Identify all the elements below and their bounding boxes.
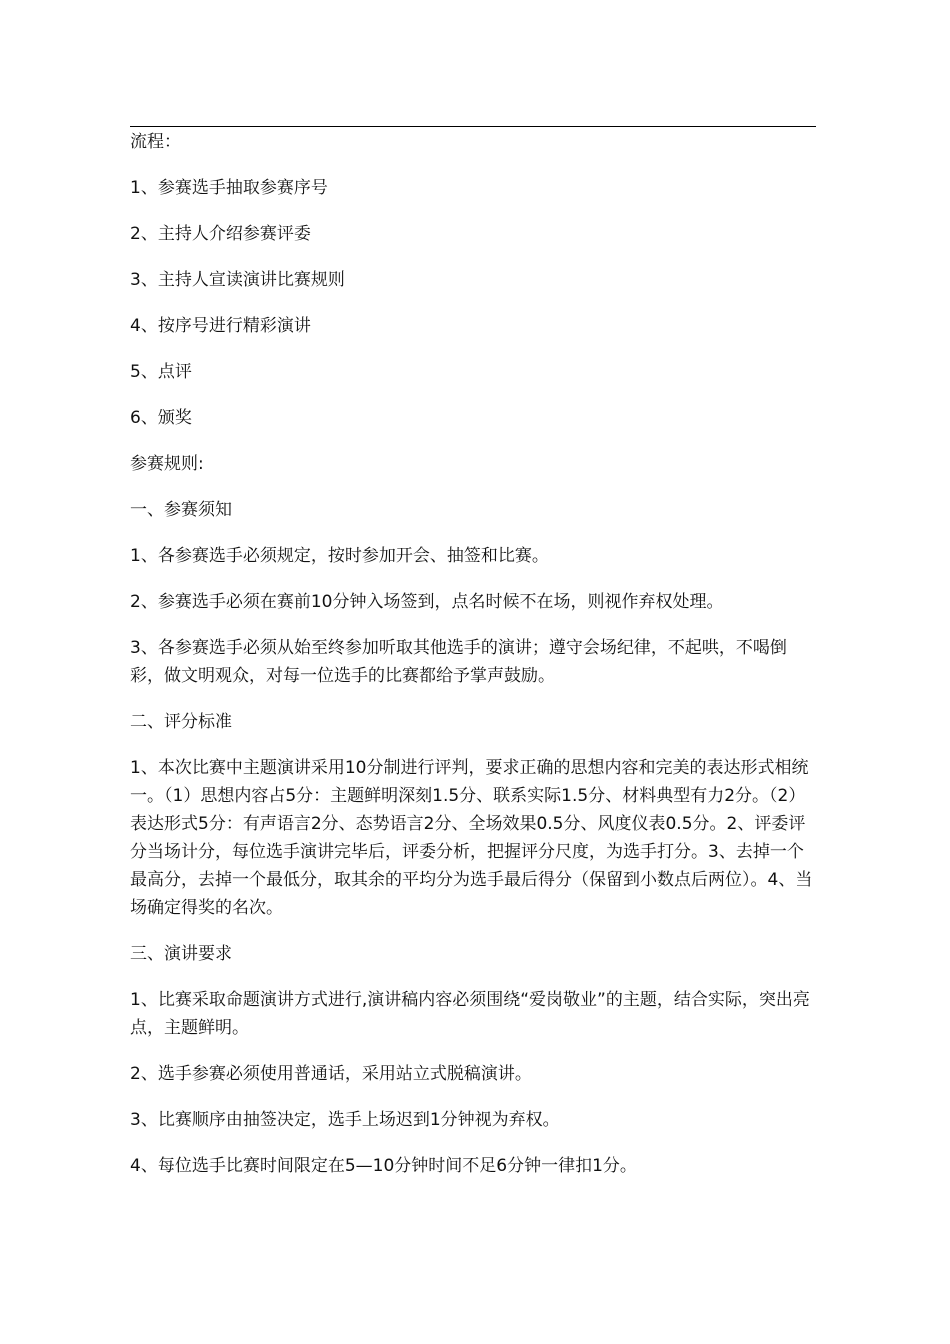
subsection-title-speech-requirements: 三、演讲要求 bbox=[130, 944, 232, 964]
process-step-4: 4、按序号进行精彩演讲 bbox=[130, 316, 311, 336]
requirement-item-2: 2、选手参赛必须使用普通话，采用站立式脱稿演讲。 bbox=[130, 1064, 532, 1084]
process-step-1: 1、参赛选手抽取参赛序号 bbox=[130, 178, 328, 198]
subsection-title-scoring: 二、评分标准 bbox=[130, 712, 232, 732]
notice-item-3: 3、各参赛选手必须从始至终参加听取其他选手的演讲；遵守会场纪律，不起哄，不喝倒彩，做文明观众，对每一位选手的比赛都给予掌声鼓励。 bbox=[130, 638, 787, 686]
subsection-title-notice: 一、参赛须知 bbox=[130, 500, 232, 520]
requirement-item-3: 3、比赛顺序由抽签决定，选手上场迟到1分钟视为弃权。 bbox=[130, 1110, 560, 1130]
process-step-2: 2、主持人介绍参赛评委 bbox=[130, 224, 311, 244]
process-step-5: 5、点评 bbox=[130, 362, 192, 382]
notice-item-2: 2、参赛选手必须在赛前10分钟入场签到，点名时候不在场，则视作弃权处理。 bbox=[130, 592, 724, 612]
notice-item-1: 1、各参赛选手必须规定，按时参加开会、抽签和比赛。 bbox=[130, 546, 549, 566]
header-rule bbox=[130, 126, 816, 127]
requirement-item-1: 1、比赛采取命题演讲方式进行,演讲稿内容必须围绕“爱岗敬业”的主题，结合实际，突出亮点，主题鲜明。 bbox=[130, 990, 810, 1038]
document-body bbox=[130, 128, 816, 1180]
process-step-6: 6、颁奖 bbox=[130, 408, 192, 428]
requirement-item-4: 4、每位选手比赛时间限定在5—10分钟时间不足6分钟一律扣1分。 bbox=[130, 1156, 637, 1176]
section-title-process: 流程： bbox=[130, 132, 181, 152]
process-step-3: 3、主持人宣读演讲比赛规则 bbox=[130, 270, 345, 290]
section-title-rules: 参赛规则: bbox=[130, 454, 204, 474]
scoring-details: 1、本次比赛中主题演讲采用10分制进行评判，要求正确的思想内容和完美的表达形式相统一。（1）思想内容占5分：主题鲜明深刻1.5分、联系实际1.5分、材料典型有力2分。（2）表达形式5分：有声语言2分、态势语言2分、全场效果0.5分、风度仪表0.5分。2、评委评分当场计分，每位选手演讲完毕后，评委分析，把握评分尺度，为选手打分。3、去掉一个最高分，去掉一个最低分，取其余的平均分为选手最后得分（保留到小数点后两位）。4、当场确定得奖的名次。 bbox=[130, 758, 813, 918]
